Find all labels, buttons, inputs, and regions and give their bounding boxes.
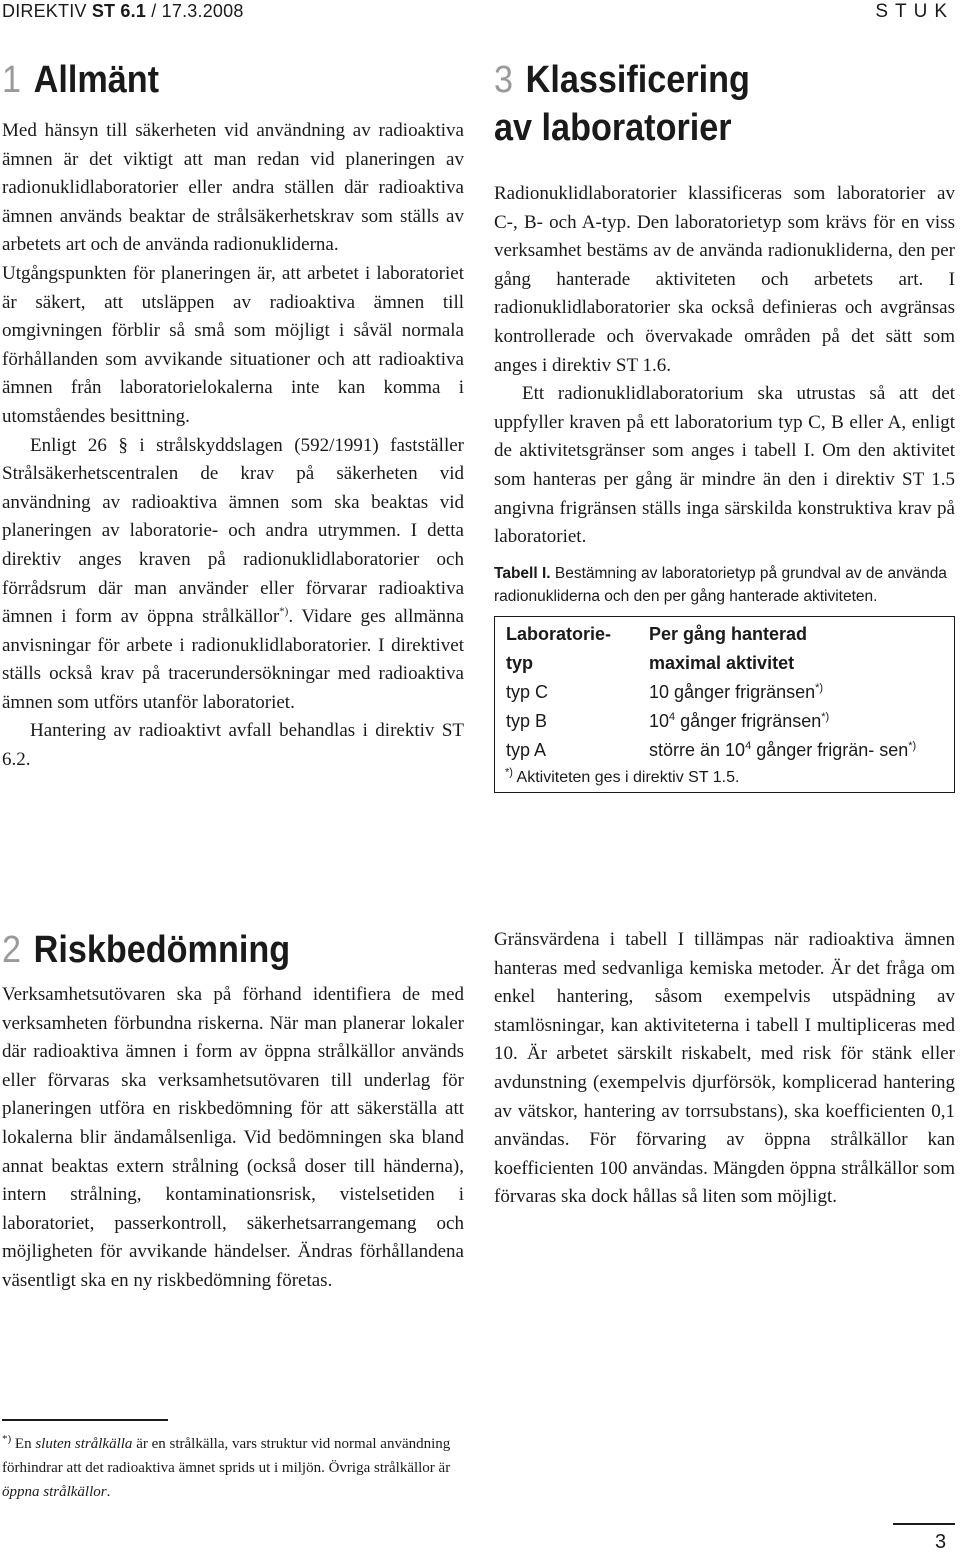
directive-date: / 17.3.2008 [146, 1, 244, 21]
table-header-row [495, 620, 956, 678]
row-activity-sup: *) [815, 681, 824, 694]
table-caption [494, 562, 955, 608]
row-type: typ A [506, 739, 547, 760]
header-lab-type [495, 620, 638, 678]
section-2-title: Riskbedömning [33, 929, 291, 971]
table-caption-label: Tabell I. [494, 564, 551, 582]
section-3-heading-line-2 [494, 104, 909, 152]
footnote-reference[interactable]: *) [279, 605, 289, 618]
page-header [0, 0, 960, 24]
row-activity [638, 707, 956, 736]
header-max-activity-line-2: maximal aktivitet [649, 652, 795, 673]
row-type: typ C [506, 681, 549, 702]
section-1-heading [2, 56, 418, 104]
table-note-marker: *) [505, 766, 513, 779]
row-activity-sup: *) [821, 710, 830, 723]
section-3-title-line-2: av laboratorier [494, 107, 732, 149]
directive-prefix: DIREKTIV [2, 1, 92, 21]
row-activity-text: 10 gånger frigränsen [649, 681, 816, 702]
footnote-marker: *) [2, 1433, 12, 1445]
page-number-rule [893, 1523, 955, 1525]
section-1-paragraph-1: Med hänsyn till säkerheten vid användning av radioaktiva ämnen är det viktigt att man redan vid planeringen av radionuklidlaboratorier eller andra ställen där radioaktiva ämnen används beaktar de strålsäkerhetskrav som ställs av arbetets art och de använda radionukliderna. [2, 120, 464, 256]
table-row [495, 707, 956, 736]
row-activity-exponent: 4 [669, 710, 676, 723]
section-3-paragraph-3: Gränsvärdena i tabell I tillämpas när radioaktiva ämnen hanteras med sedvanliga kemiska metoder. Är det fråga om enkel hantering, såsom exempelvis utspädning av stamlösningar, kan aktiviteterna i tabell I multipliceras med 10. Är arbetet särskilt riskabelt, med risk för stänk eller avdunstning (exempelvis djurförsök, komplicerad hantering av vätskor, hantering av torrsubstans), ska koefficienten 0,1 användas. För förvaring av öppna strålkällor kan koefficienten 100 användas. Mängden öppna strålkällor som förvaras ska dock hållas så liten som möjligt. [494, 929, 955, 1208]
section-1 [2, 56, 464, 775]
table-1 [494, 616, 955, 793]
row-activity [638, 736, 956, 765]
footnote [2, 1432, 464, 1504]
row-activity-text-b: gånger frigrän- sen [751, 739, 909, 760]
section-1-paragraph-3 [2, 432, 464, 718]
organization-name: STUK [875, 1, 954, 22]
table-note [495, 765, 954, 792]
section-3 [494, 56, 955, 793]
footnote-text-3: . [106, 1484, 111, 1500]
row-activity [638, 678, 956, 707]
section-3-number: 3 [494, 59, 514, 101]
section-3-paragraph-1: Radionuklidlaboratorier klassificeras som laboratorier av C-, B- och A-typ. Den laboratorietyp som krävs för en viss verksamhet bestäms av de använda radionukliderna, den per gång hanterade aktiviteten och arbetets art. I radionuklidlaboratorier ska också definieras och avgränsas kontrollerade och övervakade områden på det sätt som anges i direktiv ST 1.6. [494, 183, 955, 376]
table-row [495, 678, 956, 707]
page-number: 3 [935, 1531, 947, 1553]
footnote-divider [2, 1419, 168, 1421]
footnote-text-1: En [11, 1436, 36, 1452]
section-3-paragraph-2: Ett radionuklidlaboratorium ska utrustas så att det uppfyller kraven på ett laboratorium typ C, B eller A, enligt de aktivitetsgränser som anges i tabell I. Om den aktivitet som hanteras per gång är mindre än den i direktiv ST 1.5 angivna frigränsen ställs inga särskilda konstruktiva krav på laboratoriet. [494, 383, 955, 548]
section-2-paragraph-1: Verksamhetsutövaren ska på förhand identifiera de med verksamheten förbundna riskerna. När man planerar lokaler där radioaktiva ämnen i form av öppna strålkällor används eller förvaras ska verksamhetsutövaren till underlag för planeringen utföra en riskbedömning för att säkerställa att lokalerna blir ändamålsenliga. Vid bedömningen ska bland annat beaktas extern strålning (också doser till händerna), intern strålning, kontaminationsrisk, vistelsetiden i laboratoriet, passerkontroll, säkerhetsarrangemang och möjligheten för avvikande händelser. Ändras förhållandena väsentligt ska en ny riskbedömning företas. [2, 984, 464, 1291]
directive-reference [2, 1, 244, 22]
section-3-title-line-1: Klassificering [525, 59, 750, 101]
section-3-continued [494, 926, 955, 1212]
section-1-paragraph-2: Utgångspunkten för planeringen är, att arbetet i laboratoriet är säkert, att utsläppen av radioaktiva ämnen till omgivningen förblir så små som möjligt i såväl normala förhållanden som avvikande situationer och att radioaktiva ämnen från laboratorielokalerna inte kan komma i utomståendes besittning. [2, 262, 464, 427]
row-activity-text-b: gånger frigränsen [675, 710, 822, 731]
footnote-term-open-source: öppna strålkällor [2, 1484, 107, 1500]
section-2-number: 2 [2, 929, 22, 971]
row-activity-exponent: 4 [745, 739, 752, 752]
table-row [495, 736, 956, 765]
section-3-heading [494, 56, 909, 104]
section-1-title: Allmänt [33, 59, 160, 101]
section-1-paragraph-3-text-b: . Vidare ges allmänna anvisningar för arbete i radionuklidlaboratorier. I direktivet ställs också krav på tracerundersökningar med radioaktiva ämnen som utförs utanför laboratoriet. [2, 606, 464, 713]
section-2 [2, 926, 464, 1296]
laboratory-type-table [495, 620, 956, 765]
header-max-activity [638, 620, 956, 678]
header-max-activity-line-1: Per gång hanterad [649, 623, 808, 644]
table-caption-text: Bestämning av laboratorietyp på grundval av de använda radionukliderna och den per gång hanterade aktiviteten. [494, 564, 947, 605]
section-1-paragraph-4: Hantering av radioaktivt avfall behandlas i direktiv ST 6.2. [2, 720, 464, 771]
table-note-text: Aktiviteten ges i direktiv ST 1.5. [512, 768, 740, 786]
header-lab-type-line-2: typ [506, 652, 533, 673]
row-activity-text: större än 10 [649, 739, 746, 760]
row-activity-text: 10 [649, 710, 670, 731]
directive-id: ST 6.1 [91, 1, 147, 21]
footnote-text-2: är en strålkälla, vars struktur vid normal användning förhindrar att det radioaktiva ämnet sprids ut i miljön. Övriga strålkällor är [2, 1436, 451, 1476]
row-activity-sup: *) [908, 739, 917, 752]
header-lab-type-line-1: Laboratorie- [506, 623, 612, 644]
footnote-term-closed-source: sluten strålkälla [35, 1436, 133, 1452]
row-type: typ B [506, 710, 548, 731]
section-1-number: 1 [2, 59, 22, 101]
section-2-heading [2, 926, 418, 974]
section-1-paragraph-3-text-a: Enligt 26 § i strålskyddslagen (592/1991) fastställer Strålsäkerhetscentralen de krav på säkerheten vid användning av radioaktiva ämnen som ska beaktas vid planeringen av laboratorie- och andra utrymmen. I detta direktiv anges kraven på radionuklidlaboratorier och förrådsrum där man använder eller förvarar radioaktiva ämnen i form av öppna strålkällor [2, 434, 464, 628]
